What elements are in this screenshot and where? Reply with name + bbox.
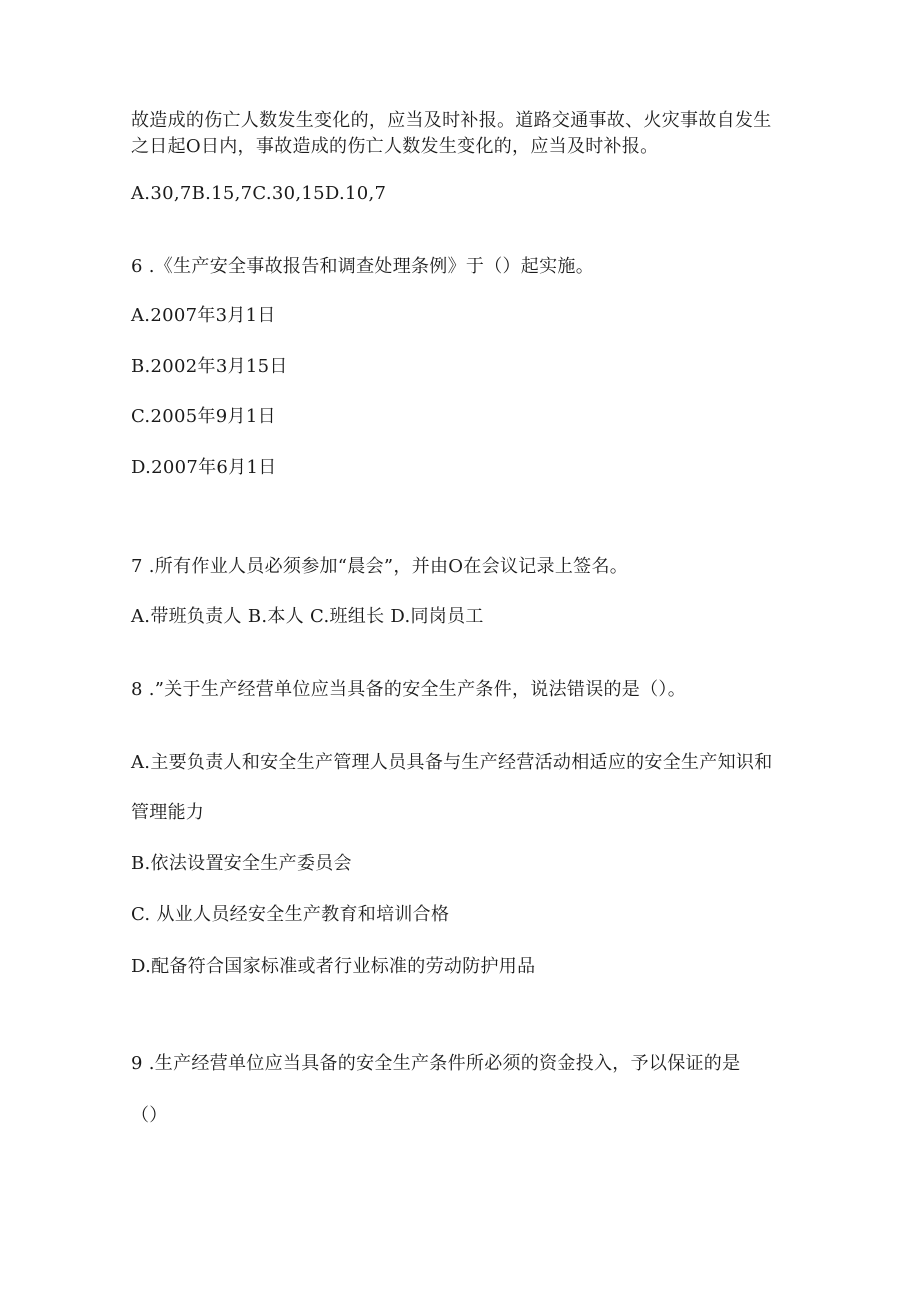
q8-option-a-line1: A.主要负责人和安全生产管理人员具备与生产经营活动相适应的安全生产知识和 [131, 752, 773, 773]
q6-option-c: C.2005年9月1日 [131, 406, 276, 427]
q5-options: A.30,7B.15,7C.30,15D.10,7 [131, 183, 387, 204]
q8-option-c: C. 从业人员经安全生产教育和培训合格 [131, 904, 450, 925]
q6-option-b: B.2002年3月15日 [131, 356, 288, 377]
q8-option-a-line2: 管理能力 [131, 802, 205, 823]
q8-option-d: D.配备符合国家标准或者行业标准的劳动防护用品 [131, 956, 536, 977]
q7-stem: 7 .所有作业人员必须参加“晨会”，并由O在会议记录上签名。 [131, 556, 629, 577]
q8-option-b: B.依法设置安全生产委员会 [131, 853, 352, 874]
q6-stem: 6 .《生产安全事故报告和调查处理条例》于（）起实施。 [131, 256, 594, 277]
q7-options: A.带班负责人 B.本人 C.班组长 D.同岗员工 [131, 606, 484, 627]
q9-stem-line1: 9 .生产经营单位应当具备的安全生产条件所必须的资金投入，予以保证的是 [131, 1053, 741, 1074]
q6-option-a: A.2007年3月1日 [131, 305, 276, 326]
q9-stem-line2: （） [131, 1105, 168, 1126]
q5-stem-line1: 故造成的伤亡人数发生变化的，应当及时补报。道路交通事故、火灾事故自发生 [131, 110, 772, 131]
q6-option-d: D.2007年6月1日 [131, 457, 277, 478]
q8-stem: 8 .”关于生产经营单位应当具备的安全生产条件，说法错误的是（）。 [131, 679, 686, 700]
q5-stem-line2: 之日起O日内，事故造成的伤亡人数发生变化的，应当及时补报。 [131, 136, 659, 157]
